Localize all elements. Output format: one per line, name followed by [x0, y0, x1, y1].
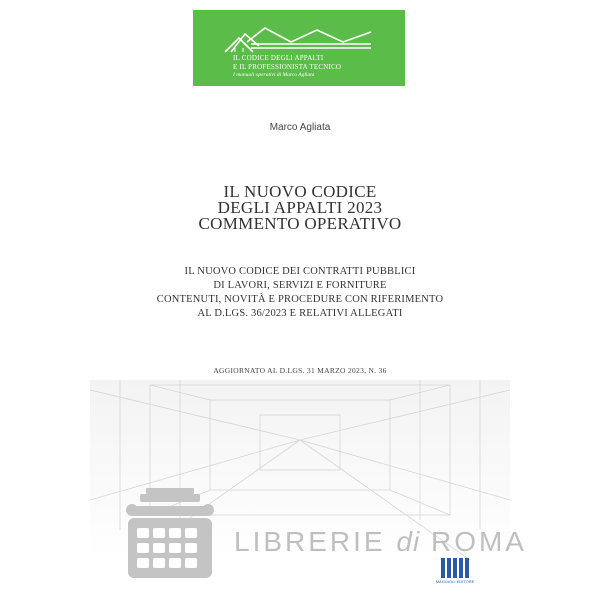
- author-name: Marco Agliata: [269, 122, 331, 133]
- subtitle-line-1: IL NUOVO CODICE DEI CONTRATTI PUBBLICI: [184, 266, 416, 277]
- publisher-logo: [435, 558, 475, 590]
- book-subtitle: [0, 265, 600, 321]
- subtitle-line-4: AL D.LGS. 36/2023 E RELATIVI ALLEGATI: [197, 308, 403, 319]
- series-title-line-1: IL CODICE DEGLI APPALTI: [233, 54, 324, 62]
- series-title-line-2: E IL PROFESSIONISTA TECNICO: [233, 63, 342, 71]
- watermark-part-2: di: [396, 526, 421, 557]
- typewriter-logo-icon: [120, 488, 220, 580]
- watermark-part-3: ROMA: [420, 526, 527, 557]
- update-note: AGGIORNATO AL D.LGS. 31 MARZO 2023, N. 36: [213, 366, 387, 375]
- book-title-line-3: COMMENTO OPERATIVO: [198, 214, 402, 233]
- book-title: [0, 184, 600, 232]
- series-banner: [193, 10, 405, 86]
- rooftops-icon: [221, 26, 381, 54]
- publisher-name: MAGGIOLI EDITORE: [435, 579, 475, 584]
- watermark-store-name: [234, 526, 527, 558]
- book-title-line-1: IL NUOVO CODICE: [223, 182, 377, 201]
- book-title-line-2: DEGLI APPALTI 2023: [217, 198, 383, 217]
- watermark-part-1: LIBRERIE: [234, 526, 397, 557]
- subtitle-line-3: CONTENUTI, NOVITÀ E PROCEDURE CON RIFERIMENTO: [156, 294, 444, 305]
- subtitle-line-2: DI LAVORI, SERVIZI E FORNITURE: [213, 280, 387, 291]
- series-tagline: I manuali operativi di Marco Agliata: [233, 72, 315, 78]
